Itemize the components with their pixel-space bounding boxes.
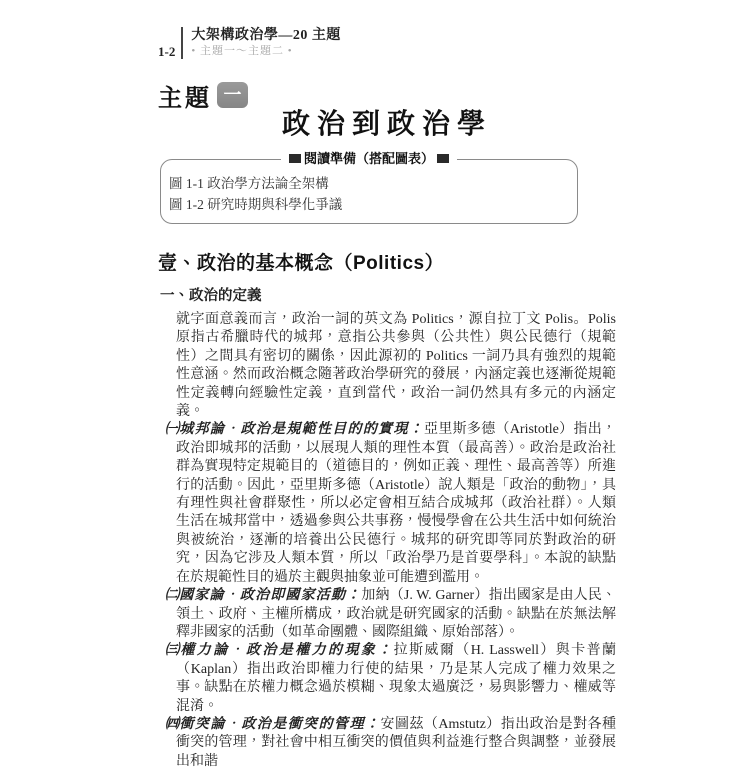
- item-marker: ㈠: [165, 422, 180, 438]
- figure-reference: 圖 1-2 研究時期與科學化爭議: [169, 197, 343, 212]
- section-heading: 壹、政治的基本概念（Politics）: [158, 253, 445, 274]
- page-header: [158, 27, 616, 59]
- header-text: [191, 27, 341, 59]
- book-title: 大架構政治學—20 主題: [191, 28, 341, 43]
- definition-item: [158, 716, 616, 771]
- item-lead: 衝突論‧政治是衝突的管理：: [179, 716, 381, 732]
- item-marker: ㈡: [165, 588, 180, 604]
- square-icon: [437, 154, 449, 163]
- chapter-title: 政治到政治學: [281, 109, 492, 140]
- header-subtitle: • 主題一～主題二 •: [191, 45, 293, 57]
- topic-number-badge: 一: [217, 82, 248, 108]
- definition-list: [158, 421, 616, 771]
- figure-reference: 圖 1-1 政治學方法論全架構: [169, 176, 329, 191]
- definition-item: [158, 421, 616, 587]
- item-text: 拉斯威爾（H. Lasswell）與卡普蘭（Kaplan）指出政治即權力行使的結果，乃是某人完成了權力效果之事。缺點在於權力概念過於模糊、現象太過廣泛，易與影響力、權威等混淆。: [176, 643, 616, 714]
- item-text: 加納（J. W. Garner）指出國家是由人民、領土、政府、主權所構成，政治就是研究國家的活動。缺點在於無法解釋非國家的活動（如革命團體、國際組織、原始部落）。: [176, 588, 617, 640]
- item-text: 安圖茲（Amstutz）指出政治是對各種衝突的管理，對社會中相互衝突的價值與利益進行整合與調整，並發展出和諧: [176, 716, 616, 769]
- definition-item: [158, 642, 616, 716]
- item-marker: ㈢: [165, 643, 181, 659]
- subsection-heading: 一、政治的定義: [160, 288, 262, 304]
- page-number: 1-2: [158, 44, 176, 59]
- square-icon: [289, 154, 301, 163]
- page-content: [158, 0, 616, 771]
- header-divider: [181, 27, 183, 59]
- intro-paragraph: 就字面意義而言，政治一詞的英文為 Politics，源自拉丁文 Polis。Polis 原指古希臘時代的城邦，意指公共參與（公共性）與公民德行（規範性）之間具有密切的關係，因此源初的 Politics 一詞乃具有強烈的規範性意涵。然而政治概念隨著政治學研究的發展，內涵定義也逐漸從規範性定義轉向經驗性定義，直到當代，政治一詞仍然具有多元的內涵定義。: [176, 312, 616, 420]
- item-marker: ㈣: [165, 716, 180, 732]
- item-lead: 國家論‧政治即國家活動：: [179, 588, 362, 604]
- item-lead: 城邦論‧政治是規範性目的的實現：: [179, 422, 425, 438]
- definition-item: [158, 587, 616, 642]
- item-lead: 權力論‧政治是權力的現象：: [180, 643, 394, 659]
- topic-label: 主題: [158, 85, 212, 112]
- reading-prep-box-title: [281, 151, 457, 167]
- reading-prep-box: [160, 151, 578, 224]
- item-text: 亞里斯多德（Aristotle）指出，政治即城邦的活動，以展現人類的理性本質（最高善）。政治是政治社群為實現特定規範目的（道德目的，例如正義、理性、最高善等）所進行的活動。因此，亞里斯多德（Aristotle）說人類是「政治的動物」，具有理性與社會群聚性，所以必定會相互結合成城邦（政治社群）。人類生活在城邦當中，透過參與公共事務，慢慢學會在公共生活中如何統治與被統治，逐漸的培養出公民德行。城邦的研究即等同於對政治的研究，因為它涉及人類本質，所以「政治學乃是首要學科」。本說的缺點在於規範性目的過於主觀與抽象並可能遭到濫用。: [176, 422, 617, 585]
- reading-prep-title-text: 閱讀準備（搭配圖表）: [303, 151, 435, 166]
